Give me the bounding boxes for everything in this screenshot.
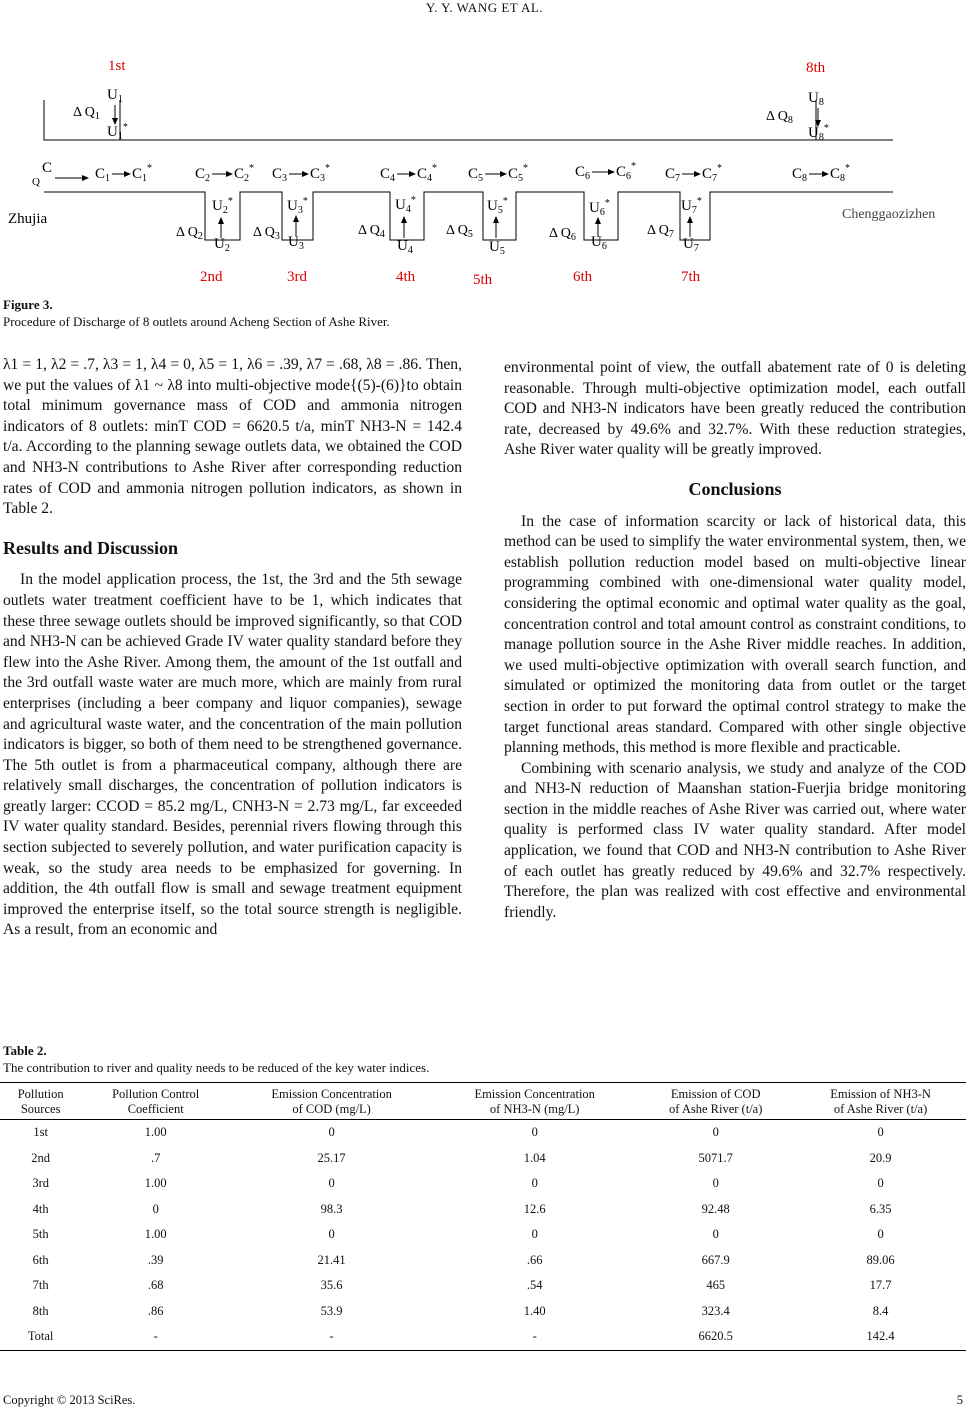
table-cell: 1.00 bbox=[144, 1176, 167, 1191]
table-cell: 1.00 bbox=[144, 1125, 167, 1140]
table-cell: 1.40 bbox=[523, 1303, 546, 1318]
body-paragraph: Combining with scenario analysis, we study and analyze of the COD and NH3-N reduction of Maanshan station-Fuerjia bridge monitoring section in the middle reaches of Ashe River was carried out, where water quality is performed class IV water quality standard. After model application, we found that COD and NH3-N contribution to Ashe River of each outlet has greatly reduced by 49.6% and 32.7% respectively. Therefore, the plan was realized with cost effective and environmental friendly. bbox=[504, 759, 966, 921]
table-cell: 20.9 bbox=[869, 1150, 892, 1165]
svg-text:C5: $C_5$ bbox=[468, 166, 484, 184]
svg-text:Δ Q5: Δ $Q_5$ bbox=[446, 223, 473, 240]
svg-text:C6: $C_6$ bbox=[575, 164, 591, 182]
table-cell: 35.6 bbox=[320, 1278, 343, 1293]
table-cell: 53.9 bbox=[320, 1303, 343, 1318]
column-header: Emission Concentration of COD (mg/L) bbox=[230, 1083, 433, 1120]
svg-text:C1*: $C_1^*$ bbox=[132, 163, 153, 184]
table-caption: The contribution to river and quality needs to be reduced of the key water indices. bbox=[3, 1060, 430, 1075]
table-cell: 6620.5 bbox=[636, 1324, 795, 1350]
table-cell: 12.6 bbox=[523, 1201, 546, 1216]
svg-text:C4: $C_4$ bbox=[380, 166, 396, 184]
left-column bbox=[3, 355, 462, 941]
flow-q-label: Q bbox=[32, 176, 40, 188]
outlet-discharge-figure bbox=[0, 40, 969, 290]
table-cell: - bbox=[230, 1324, 433, 1350]
body-paragraph: In the case of information scarcity or lack of historical data, this method can be used to simplify the water environmental system, then, we establish pollution reduction model based on multi-objective linear programming combined with one-dimensional water quality model, considering the optimal economic and optimal water quality as the goal, concentration control and total amount control as constraint conditions, to manage pollution source in the Ashe River middle reaches. In addition, we used multi-objective optimization with overall search function, and simulated or optimized the monitoring data from outlet or the target section in order to put forward the optimal control strategy to make the target functional areas standard. Compared with other single objective planning methods, this method is more flexible and practicable. bbox=[504, 512, 966, 757]
table-row bbox=[0, 1120, 966, 1146]
svg-text:C3: $C_3$ bbox=[272, 166, 288, 184]
svg-text:C8*: $C_8^*$ bbox=[830, 163, 851, 184]
outlet-7th-label: 7th bbox=[681, 269, 701, 285]
svg-text:U1*: $U_1^*$ bbox=[107, 122, 128, 142]
table-cell: 142.4 bbox=[795, 1324, 966, 1350]
svg-text:U2: $U_2$ bbox=[214, 236, 230, 254]
table-cell: 2nd bbox=[31, 1150, 51, 1165]
table-cell: 0 bbox=[877, 1176, 884, 1191]
section-heading-results: Results and Discussion bbox=[3, 537, 179, 558]
footer-copyright: Copyright © 2013 SciRes. bbox=[3, 1393, 136, 1407]
figure-caption bbox=[3, 296, 390, 330]
section-heading-conclusions: Conclusions bbox=[688, 478, 782, 499]
svg-text:Δ Q4: Δ $Q_4$ bbox=[358, 223, 385, 240]
table-row bbox=[0, 1248, 966, 1274]
svg-text:U6*: $U_6^*$ bbox=[589, 198, 610, 218]
svg-text:Δ Q7: Δ $Q_7$ bbox=[647, 223, 674, 240]
svg-text:C3*: $C_3^*$ bbox=[310, 163, 331, 184]
table-cell: 0 bbox=[152, 1201, 159, 1216]
table-cell: 0 bbox=[328, 1125, 335, 1140]
table-cell: 4th bbox=[32, 1201, 49, 1216]
column-header: Emission Concentration of NH3-N (mg/L) bbox=[433, 1083, 636, 1120]
column-header: Pollution Sources bbox=[0, 1083, 81, 1120]
table-cell: 0 bbox=[877, 1125, 884, 1140]
outlet-8th-label: 8th bbox=[806, 60, 826, 76]
table-row bbox=[0, 1222, 966, 1248]
running-header: Y. Y. WANG ET AL. bbox=[425, 0, 544, 15]
table-cell: 0 bbox=[328, 1227, 335, 1242]
table-cell: 1st bbox=[33, 1125, 48, 1140]
svg-text:U5: $U_5$ bbox=[489, 239, 505, 257]
upstream-label: Zhujia bbox=[8, 211, 48, 227]
table-cell: - bbox=[81, 1324, 230, 1350]
svg-text:C7: $C_7$ bbox=[665, 166, 681, 184]
table-cell: .54 bbox=[526, 1278, 543, 1293]
body-paragraph: environmental point of view, the outfall abatement rate of 0 is deleting reasonable. Through multi-objective optimization model, each outfall COD and NH3-N indicators have been greatly reduced the contribution rate, decreased by 49.6% and 32.7%. With these reduction strategies, Ashe River water quality will be greatly improved. bbox=[504, 359, 966, 459]
svg-text:U3*: $U_3^*$ bbox=[287, 196, 308, 216]
svg-text:C5*: $C_5^*$ bbox=[508, 163, 529, 184]
table-cell: 465 bbox=[706, 1278, 726, 1293]
outlet-2nd-label: 2nd bbox=[200, 269, 223, 285]
table-cell: .66 bbox=[526, 1252, 543, 1267]
table-cell: 0 bbox=[712, 1125, 719, 1140]
table-2-block bbox=[0, 1042, 969, 1351]
svg-text:U4*: $U_4^*$ bbox=[395, 195, 416, 215]
table-cell: .86 bbox=[147, 1303, 164, 1318]
table-cell: Total bbox=[0, 1324, 81, 1350]
table-cell: 0 bbox=[877, 1227, 884, 1242]
table-row bbox=[0, 1197, 966, 1223]
svg-text:U8: $U_8$ bbox=[808, 90, 824, 108]
outlet-1st-label: 1st bbox=[108, 58, 126, 74]
page-number: 5 bbox=[956, 1393, 963, 1407]
figure-caption-text: Procedure of Discharge of 8 outlets around Acheng Section of Ashe River. bbox=[3, 314, 390, 329]
downstream-label: Chenggaozizhen bbox=[842, 207, 936, 222]
table-cell: .39 bbox=[147, 1252, 164, 1267]
table-row bbox=[0, 1273, 966, 1299]
table-cell: .68 bbox=[147, 1278, 164, 1293]
table-row bbox=[0, 1299, 966, 1325]
svg-text:C8: $C_8$ bbox=[792, 166, 808, 184]
concentration-c-label: C bbox=[42, 160, 53, 176]
upper-bank-line bbox=[816, 100, 893, 140]
svg-text:C2*: $C_2^*$ bbox=[234, 163, 255, 184]
figure-caption-title: Figure 3. bbox=[3, 297, 53, 312]
svg-text:Δ Q8: Δ $Q_8$ bbox=[766, 109, 793, 126]
table-cell: 5th bbox=[32, 1227, 49, 1242]
table-cell: 1.04 bbox=[523, 1150, 546, 1165]
table-cell: .7 bbox=[151, 1150, 161, 1165]
table-cell: 8.4 bbox=[872, 1303, 889, 1318]
table-row bbox=[0, 1324, 966, 1350]
table-cell: 98.3 bbox=[320, 1201, 343, 1216]
table-cell: 0 bbox=[712, 1176, 719, 1191]
svg-text:C2: $C_2$ bbox=[195, 166, 211, 184]
svg-text:C7*: $C_7^*$ bbox=[702, 163, 723, 184]
outlet-6th-label: 6th bbox=[573, 269, 593, 285]
table-cell: 21.41 bbox=[317, 1252, 346, 1267]
table-cell: 0 bbox=[712, 1227, 719, 1242]
outlet-5th-label: 5th bbox=[473, 272, 493, 288]
table-cell: 323.4 bbox=[701, 1303, 730, 1318]
svg-text:U7*: $U_7^*$ bbox=[681, 196, 702, 216]
table-cell: 0 bbox=[328, 1176, 335, 1191]
table-row bbox=[0, 1171, 966, 1197]
svg-text:C4*: $C_4^*$ bbox=[417, 163, 438, 184]
table-title: Table 2. bbox=[3, 1043, 47, 1058]
svg-text:Δ Q1: Δ $Q_1$ bbox=[73, 105, 100, 122]
table-cell: 6th bbox=[32, 1252, 49, 1267]
svg-text:Δ Q6: Δ $Q_6$ bbox=[549, 226, 576, 243]
body-paragraph: λ1 = 1, λ2 = .7, λ3 = 1, λ4 = 0, λ5 = 1, λ6 = .39, λ7 = .68, λ8 = .86. Then, we put the values of λ1 ~ λ8 into multi-objective mode{(5)-(6)}to obtain total minimum governance mass of COD and ammonia nitrogen indicators of 8 outlets: minT COD = 6620.5 t/a, minT NH3-N = 142.4 t/a. According to the planning sewage outlets data, we obtained the COD and NH3-N contributions to Ashe River after corresponding reduction rates of COD and ammonia nitrogen pollution indicators, as shown in Table 2. bbox=[3, 356, 462, 518]
table-cell: 0 bbox=[531, 1176, 538, 1191]
right-column bbox=[504, 358, 966, 923]
svg-text:U7: $U_7$ bbox=[683, 236, 699, 254]
column-header: Emission of COD of Ashe River (t/a) bbox=[636, 1083, 795, 1120]
table-cell: 8th bbox=[32, 1303, 49, 1318]
table-cell: 1.00 bbox=[144, 1227, 167, 1242]
svg-text:Δ Q2: Δ $Q_2$ bbox=[176, 225, 203, 242]
table-cell: 92.48 bbox=[701, 1201, 730, 1216]
svg-text:U8*: $U_8^*$ bbox=[808, 123, 829, 143]
svg-text:U3: $U_3$ bbox=[288, 234, 304, 252]
table-cell: 0 bbox=[531, 1227, 538, 1242]
column-header: Emission of NH3-N of Ashe River (t/a) bbox=[795, 1083, 966, 1120]
table-cell: 89.06 bbox=[866, 1252, 895, 1267]
table-row bbox=[0, 1146, 966, 1172]
outlet-4th-label: 4th bbox=[396, 269, 416, 285]
svg-text:C1: $C_1$ bbox=[95, 166, 111, 184]
table-cell: 0 bbox=[531, 1125, 538, 1140]
table-cell: 667.9 bbox=[701, 1252, 730, 1267]
table-cell: 17.7 bbox=[869, 1278, 892, 1293]
table-cell: 25.17 bbox=[317, 1150, 346, 1165]
svg-text:Δ Q3: Δ $Q_3$ bbox=[253, 225, 280, 242]
svg-text:U2*: $U_2^*$ bbox=[212, 196, 233, 216]
svg-text:U4: $U_4$ bbox=[397, 238, 413, 256]
table-cell: - bbox=[433, 1324, 636, 1350]
data-table bbox=[0, 1082, 966, 1351]
outlet-3rd-label: 3rd bbox=[287, 269, 307, 285]
body-paragraph: In the model application process, the 1st, the 3rd and the 5th sewage outlets water treatment coefficient have to be 1, which indicates that these three sewage outlets should be improved significantly, so that COD and NH3-N can be achieved Grade IV water quality standard before they flew into the Ashe River. Among them, the amount of the 1st outfall and the 3rd outfall waste water are much more, which are mainly from rural enterprises (including a beer company and liquor companies), sewage and agricultural waste water, and the concentration of the main pollution indicators is bigger, so both of them need to be strengthened governance. The 5th outlet is from a pharmaceutical company, although there are relatively small discharges, the concentration of pollution indicators is greatly larger: CCOD = 85.2 mg/L, CNH3-N = 2.73 mg/L, far exceeded IV water quality standard. Besides, perennial rivers flowing through this section subjected to severely pollution, and water purification capacity is weak, so the study area needs to be emphasized for governing. In addition, the 4th outfall flow is small and sewage treatment equipment improved the enterprise itself, so the total source strength is negligible. As a result, from an economic and bbox=[3, 571, 462, 939]
table-cell: 7th bbox=[32, 1278, 49, 1293]
table-cell: 6.35 bbox=[869, 1201, 892, 1216]
table-cell: 5071.7 bbox=[698, 1150, 733, 1165]
svg-text:C6*: $C_6^*$ bbox=[616, 161, 637, 182]
svg-text:U6: $U_6$ bbox=[591, 234, 607, 252]
svg-text:U5*: $U_5^*$ bbox=[487, 196, 508, 216]
column-header: Pollution Control Coefficient bbox=[81, 1083, 230, 1120]
table-cell: 3rd bbox=[32, 1176, 49, 1191]
svg-text:U1: $U_1$ bbox=[107, 87, 123, 105]
